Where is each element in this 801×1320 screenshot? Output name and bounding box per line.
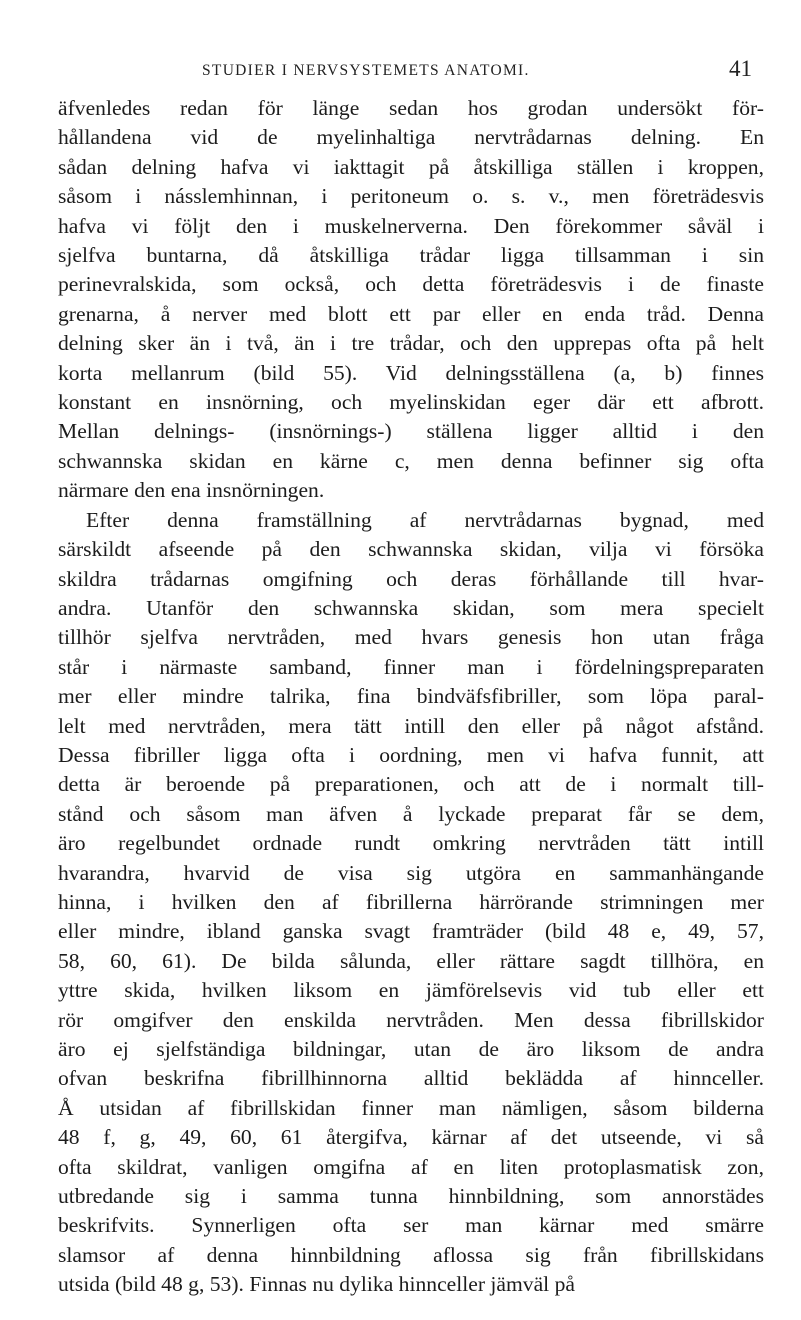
text-line: hållandena vid de myelinhaltiga nervtrådarnas delning. En xyxy=(58,125,764,150)
text-line: 58, 60, 61). De bilda sålunda, eller rättare sagdt tillhöra, en xyxy=(58,948,764,973)
text-line: Dessa fibriller ligga ofta i oordning, men vi hafva funnit, att xyxy=(58,742,764,767)
text-line: särskildt afseende på den schwannska skidan, vilja vi försöka xyxy=(58,537,764,562)
text-line: hinna, i hvilken den af fibrillerna härrörande strimningen mer xyxy=(58,889,764,914)
text-line: rör omgifver den enskilda nervtråden. Men dessa fibrillskidor xyxy=(58,1007,764,1032)
text-line: står i närmaste samband, finner man i fördelningspreparaten xyxy=(58,654,764,679)
paragraph xyxy=(58,94,764,506)
text-line: ofvan beskrifna fibrillhinnorna alltid beklädda af hinnceller. xyxy=(58,1066,764,1091)
text-line: yttre skida, hvilken liksom en jämförelsevis vid tub eller ett xyxy=(58,978,764,1003)
text-line: 48 f, g, 49, 60, 61 återgifva, kärnar af det utseende, vi så xyxy=(58,1125,764,1150)
text-line: detta är beroende på preparationen, och att de i normalt till- xyxy=(58,772,764,797)
text-line: Efter denna framställning af nervtrådarnas bygnad, med xyxy=(86,507,764,532)
text-line: hvarandra, hvarvid de visa sig utgöra en sammanhängande xyxy=(58,860,764,885)
text-line: ofta skildrat, vanligen omgifna af en liten protoplasmatisk zon, xyxy=(58,1154,764,1179)
text-line: såsom i násslemhinnan, i peritoneum o. s. v., men företrädesvis xyxy=(58,184,764,209)
text-line: grenarna, å nerver med blott ett par eller en enda tråd. Denna xyxy=(58,301,764,326)
text-line: stånd och såsom man äfven å lyckade preparat får se dem, xyxy=(58,801,764,826)
text-line: Å utsidan af fibrillskidan finner man nämligen, såsom bilderna xyxy=(58,1095,764,1120)
text-line: Mellan delnings- (insnörnings-) ställena ligger alltid i den xyxy=(58,419,764,444)
body-text xyxy=(58,94,764,1300)
paragraph xyxy=(58,506,764,1300)
text-line: mer eller mindre talrika, fina bindväfsfibriller, som löpa paral- xyxy=(58,684,764,709)
running-title: STUDIER I NERVSYSTEMETS ANATOMI. xyxy=(202,62,530,79)
text-line: tillhör sjelfva nervtråden, med hvars genesis hon utan fråga xyxy=(58,625,764,650)
text-line: sådan delning hafva vi iakttagit på åtskilliga ställen i kroppen, xyxy=(58,154,764,179)
text-line: äfvenledes redan för länge sedan hos grodan undersökt för- xyxy=(58,96,764,120)
text-line: utbredande sig i samma tunna hinnbildning, som annorstädes xyxy=(58,1184,764,1209)
text-line: eller mindre, ibland ganska svagt framträder (bild 48 e, 49, 57, xyxy=(58,919,764,944)
running-head xyxy=(60,56,760,90)
text-line: konstant en insnörning, och myelinskidan eger där ett afbrott. xyxy=(58,390,764,415)
text-line: schwannska skidan en kärne c, men denna befinner sig ofta xyxy=(58,448,764,473)
text-line: äro ej sjelfständiga bildningar, utan de äro liksom de andra xyxy=(58,1037,764,1061)
text-line: skildra trådarnas omgifning och deras förhållande till hvar- xyxy=(58,566,764,591)
page-number: 41 xyxy=(729,56,752,81)
text-line: lelt med nervtråden, mera tätt intill den eller på något afstånd. xyxy=(58,713,764,738)
text-line: slamsor af denna hinnbildning aflossa sig från fibrillskidans xyxy=(58,1242,764,1267)
text-line: närmare den ena insnörningen. xyxy=(58,478,325,503)
text-line: utsida (bild 48 g, 53). Finnas nu dylika hinnceller jämväl på xyxy=(58,1272,575,1297)
text-line: delning sker än i två, än i tre trådar, och den upprepas ofta på helt xyxy=(58,331,764,356)
text-line: korta mellanrum (bild 55). Vid delningsställena (a, b) finnes xyxy=(58,360,764,385)
text-line: sjelfva buntarna, då åtskilliga trådar ligga tillsamman i sin xyxy=(58,243,764,268)
text-line: perinevralskida, som också, och detta företrädesvis i de finaste xyxy=(58,272,764,297)
text-line: äro regelbundet ordnade rundt omkring nervtråden tätt intill xyxy=(58,831,764,856)
text-line: hafva vi följt den i muskelnerverna. Den förekommer såväl i xyxy=(58,213,764,238)
text-line: andra. Utanför den schwannska skidan, som mera specielt xyxy=(58,595,764,620)
text-line: beskrifvits. Synnerligen ofta ser man kärnar med smärre xyxy=(58,1213,764,1238)
